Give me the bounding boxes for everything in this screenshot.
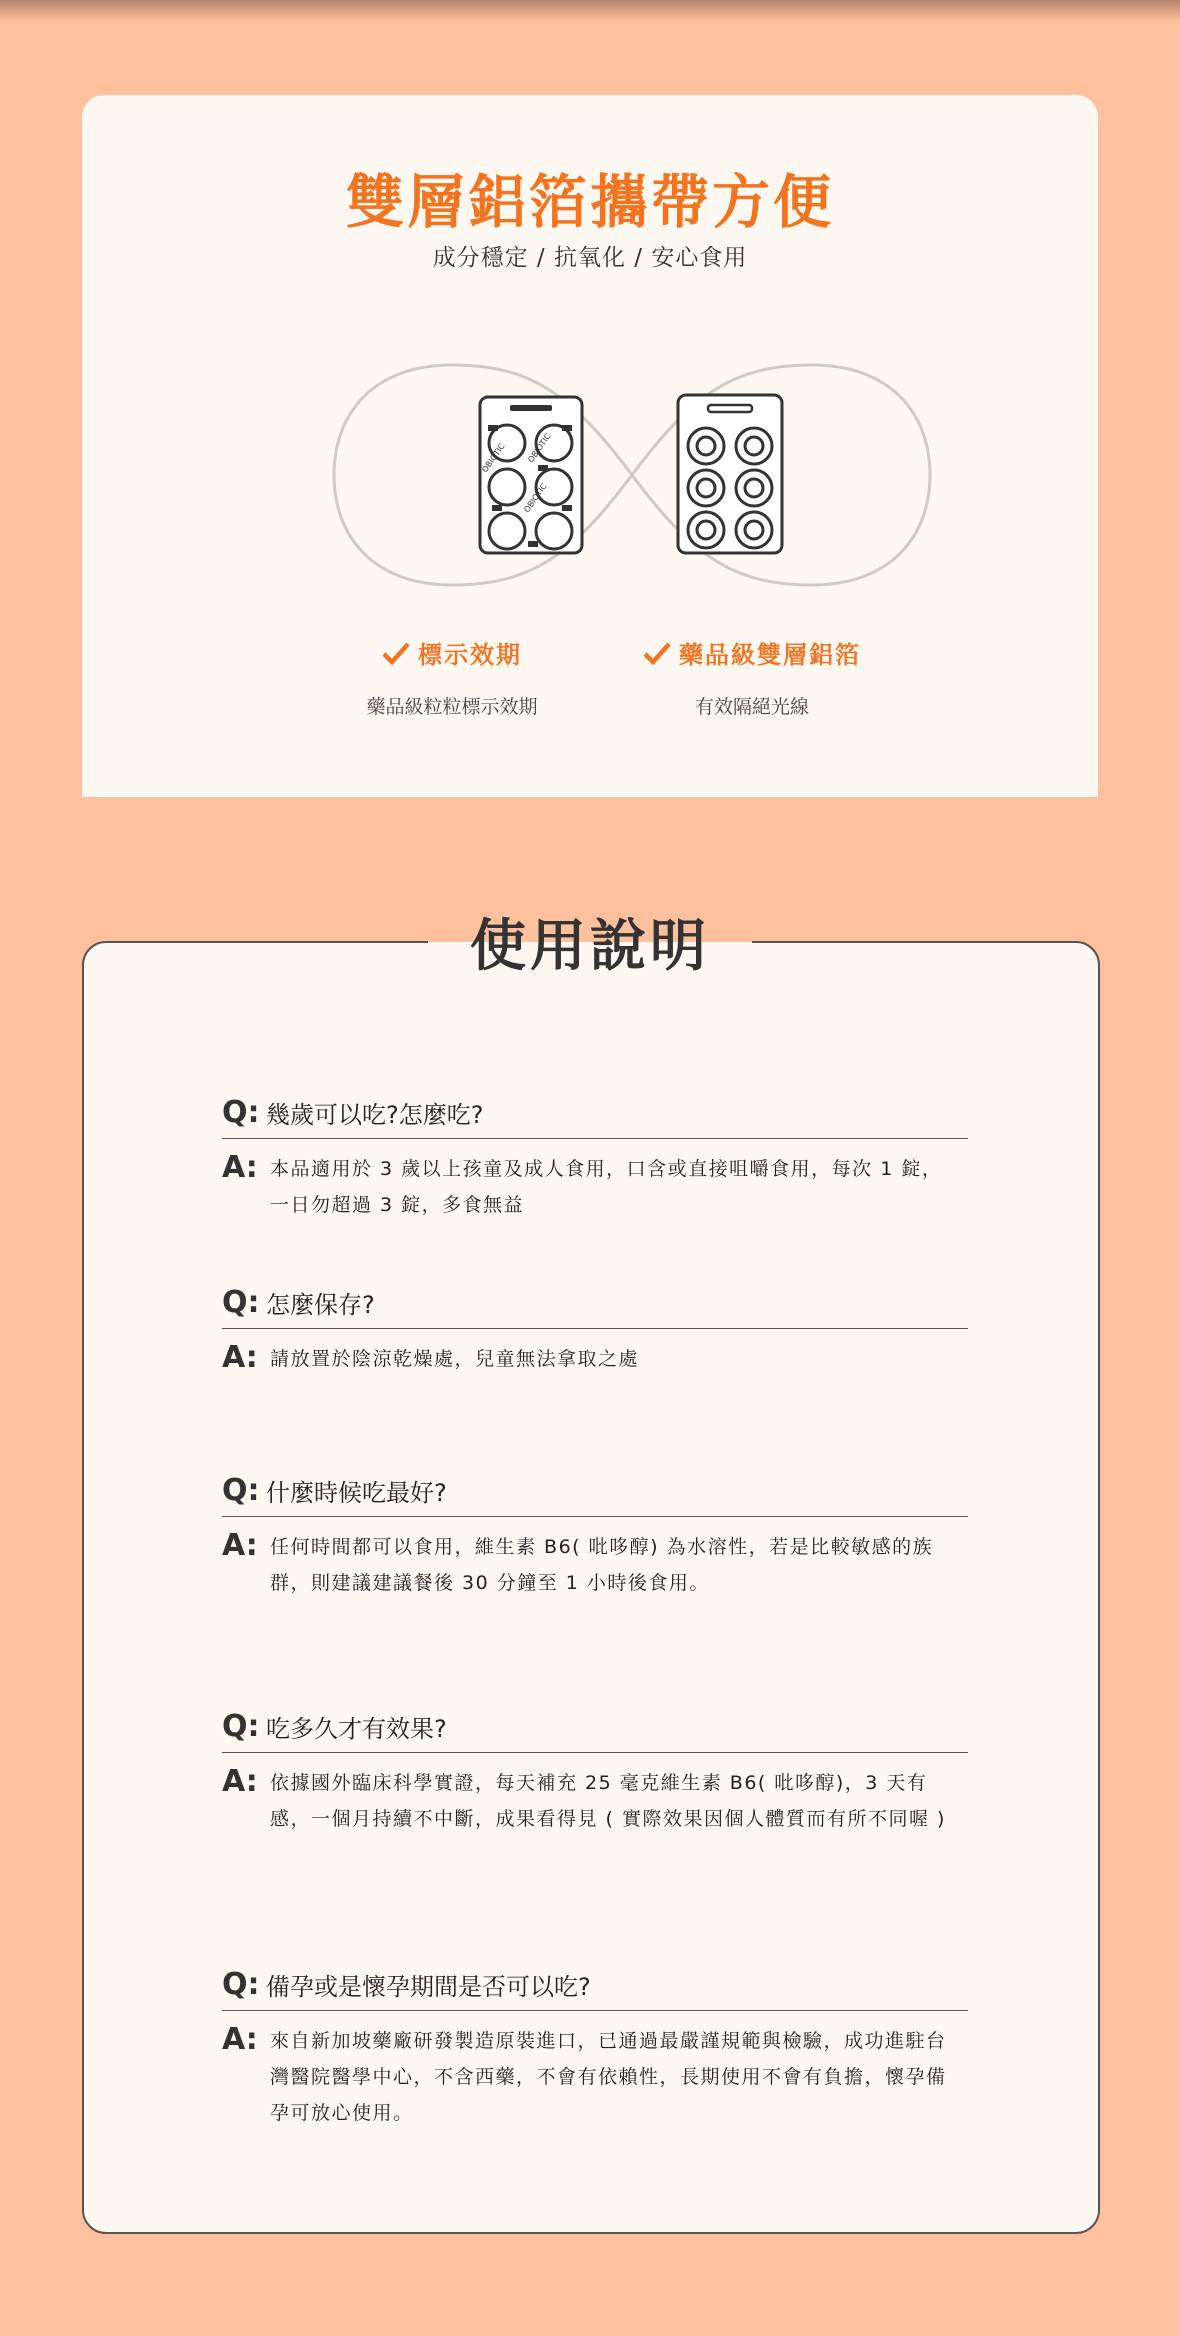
- answer-text: 請放置於陰涼乾燥處，兒童無法拿取之處: [270, 1348, 640, 1370]
- top-shadow: [0, 0, 1180, 22]
- question-prefix: Q:: [222, 1472, 260, 1508]
- answer-prefix: A:: [222, 1340, 258, 1375]
- question-prefix: Q:: [222, 1708, 260, 1744]
- feature-expiry: [302, 635, 602, 719]
- feature-title: 藥品級雙層鋁箔: [679, 641, 861, 669]
- faq-item: [222, 1280, 968, 1377]
- answer-text: 本品適用於 3 歲以上孩童及成人食用，口含或直接咀嚼食用，每次 1 錠，一日勿超過 3 錠，多食無益: [270, 1158, 943, 1216]
- blister-front-icon: [678, 395, 782, 553]
- blister-pack-illustration: [332, 355, 932, 595]
- check-icon: [382, 641, 410, 665]
- answer-prefix: A:: [222, 2022, 258, 2057]
- svg-text:OBIOTIC: OBIOTIC: [526, 431, 553, 465]
- faq-item: [222, 1962, 968, 2131]
- faq-item: [222, 1704, 968, 1837]
- question-prefix: Q:: [222, 1966, 260, 2002]
- answer-prefix: A:: [222, 1150, 258, 1185]
- answer-prefix: A:: [222, 1528, 258, 1563]
- feature-title: 標示效期: [418, 641, 522, 669]
- infinity-loop: [334, 365, 930, 585]
- faq-item: [222, 1090, 968, 1223]
- question-text: 怎麼保存?: [266, 1290, 375, 1319]
- usage-title: 使用說明: [470, 914, 710, 979]
- question-text: 吃多久才有效果?: [266, 1714, 447, 1743]
- answer-text: 來自新加坡藥廠研發製造原裝進口，已通過最嚴謹規範與檢驗，成功進駐台灣醫院醫學中心，不含西藥，不會有依賴性，長期使用不會有負擔，懷孕備孕可放心使用。: [270, 2030, 947, 2124]
- question-text: 什麼時候吃最好?: [266, 1478, 447, 1507]
- packaging-subtitle: 成分穩定 / 抗氧化 / 安心食用: [432, 245, 748, 271]
- feature-desc: 藥品級粒粒標示效期: [366, 696, 538, 718]
- check-icon: [643, 641, 671, 665]
- answer-text: 依據國外臨床科學實證，每天補充 25 毫克維生素 B6( 吡哆醇)，3 天有感，一個月持續不中斷，成果看得見 ( 實際效果因個人體質而有所不同喔 ): [270, 1772, 946, 1830]
- feature-foil: [582, 635, 922, 719]
- feature-desc: 有效隔絕光線: [694, 696, 809, 718]
- faq-item: [222, 1468, 968, 1601]
- question-prefix: Q:: [222, 1094, 260, 1130]
- svg-text:OBIOTIC: OBIOTIC: [480, 441, 507, 475]
- answer-prefix: A:: [222, 1764, 258, 1799]
- answer-text: 任何時間都可以食用，維生素 B6( 吡哆醇) 為水溶性，若是比較敏感的族群，則建議建議餐後 30 分鐘至 1 小時後食用。: [270, 1536, 934, 1594]
- question-prefix: Q:: [222, 1284, 260, 1320]
- packaging-title: 雙層鋁箔攜帶方便: [345, 168, 834, 236]
- svg-text:OBIOTIC: OBIOTIC: [522, 481, 549, 515]
- question-text: 備孕或是懷孕期間是否可以吃?: [266, 1972, 591, 2001]
- packaging-card: [82, 95, 1098, 797]
- question-text: 幾歲可以吃?怎麼吃?: [266, 1100, 484, 1129]
- blister-back-icon: [480, 397, 582, 553]
